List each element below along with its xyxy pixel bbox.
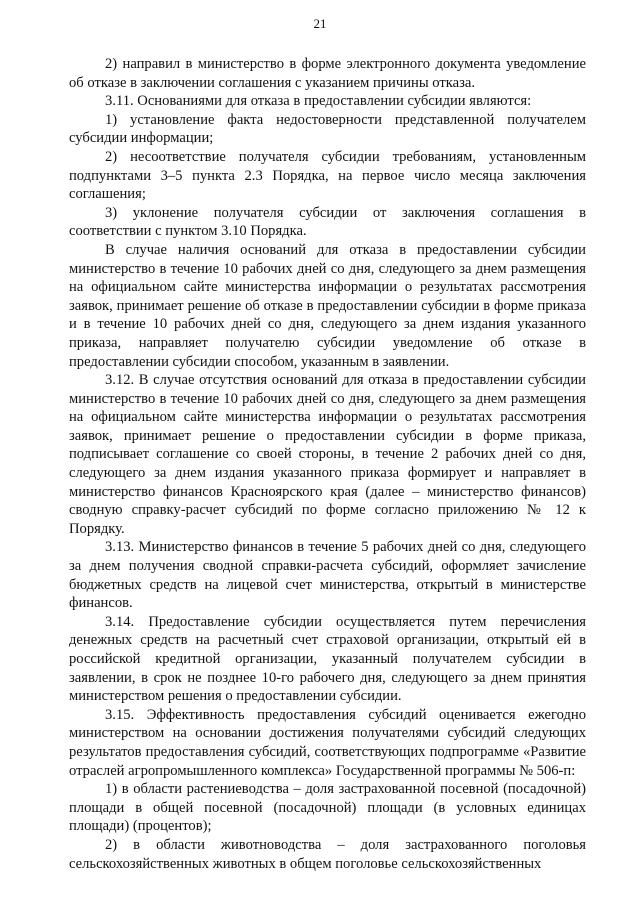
paragraph-3-12: 3.12. В случае отсутствия оснований для отказа в предоставлении субсидии министерство в течение 10 рабочих дней со дня, следующего за днем размещения на официальном сайте министерства информации о результатах рассмотрения заявок, принимает решение о предоставлении субсидии в форме приказа, подписывает соглашение со своей стороны, в течение 2 рабочих дней со дня, следующего за днем издания указанного приказа формирует и направляет в министерство финансов Красноярского края (далее – министерство финансов) сводную справку-расчет субсидий по форме согласно приложению № 12 к Порядку. (69, 372, 586, 537)
paragraph-refusal-reason-3: 3) уклонение получателя субсидии от заключения соглашения в соответствии с пунктом 3.10 Порядка. (69, 204, 586, 240)
page-number: 21 (313, 16, 327, 31)
paragraph-refusal-reason-2: 2) несоответствие получателя субсидии требованиям, установленным подпунктами 3–5 пункта 2.3 Порядка, на первое число месяца заключения соглашения; (69, 148, 586, 203)
paragraph-3-15: 3.15. Эффективность предоставления субсидий оценивается ежегодно министерством на основании достижения получателями субсидий следующих результатов предоставления субсидий, соответствующих подпрограмме «Развитие отраслей агропромышленного комплекса» Государственной программы № 506-п: (69, 706, 586, 779)
paragraph-3-11: 3.11. Основаниями для отказа в предоставлении субсидии являются: (105, 93, 532, 110)
paragraph-3-14: 3.14. Предоставление субсидии осуществляется путем перечисления денежных средств на расчетный счет страховой организации, открытый ей в российской кредитной организации, указанный получателем субсидии в заявлении, в срок не позднее 10-го рабочего дня, следующего за днем принятия министерством решения о предоставлении субсидии. (69, 613, 586, 705)
paragraph-2-notice: 2) направил в министерство в форме электронного документа уведомление об отказе в заключении соглашения с указанием причины отказа. (69, 56, 586, 91)
paragraph-refusal-reason-1: 1) установление факта недостоверности представленной получателем субсидии информации; (69, 111, 586, 147)
paragraph-crop-result: 1) в области растениеводства – доля застрахованной посевной (посадочной) площади в общей посевной (посадочной) площади (в условных единицах площади) (процентов); (69, 781, 586, 835)
paragraph-3-13: 3.13. Министерство финансов в течение 5 рабочих дней со дня, следующего за днем получения сводной справки-расчета субсидий, оформляет зачисление бюджетных средств на лицевой счет министерства, открытый в министерстве финансов. (69, 539, 586, 612)
paragraph-livestock-result: 2) в области животноводства – доля застрахованного поголовья сельскохозяйственных животных в общем поголовье сельскохозяйственных (69, 836, 586, 872)
document-body (69, 55, 586, 873)
paragraph-refusal-procedure: В случае наличия оснований для отказа в предоставлении субсидии министерство в течение 10 рабочих дней со дня, следующего за днем размещения на официальном сайте министерства информации о результатах рассмотрения заявок, принимает решение об отказе в предоставлении субсидии в форме приказа и в течение 10 рабочих дней со дня, следующего за днем издания указанного приказа, направляет получателю субсидии уведомление об отказе в предоставлении субсидии способом, указанным в заявлении. (69, 241, 586, 370)
